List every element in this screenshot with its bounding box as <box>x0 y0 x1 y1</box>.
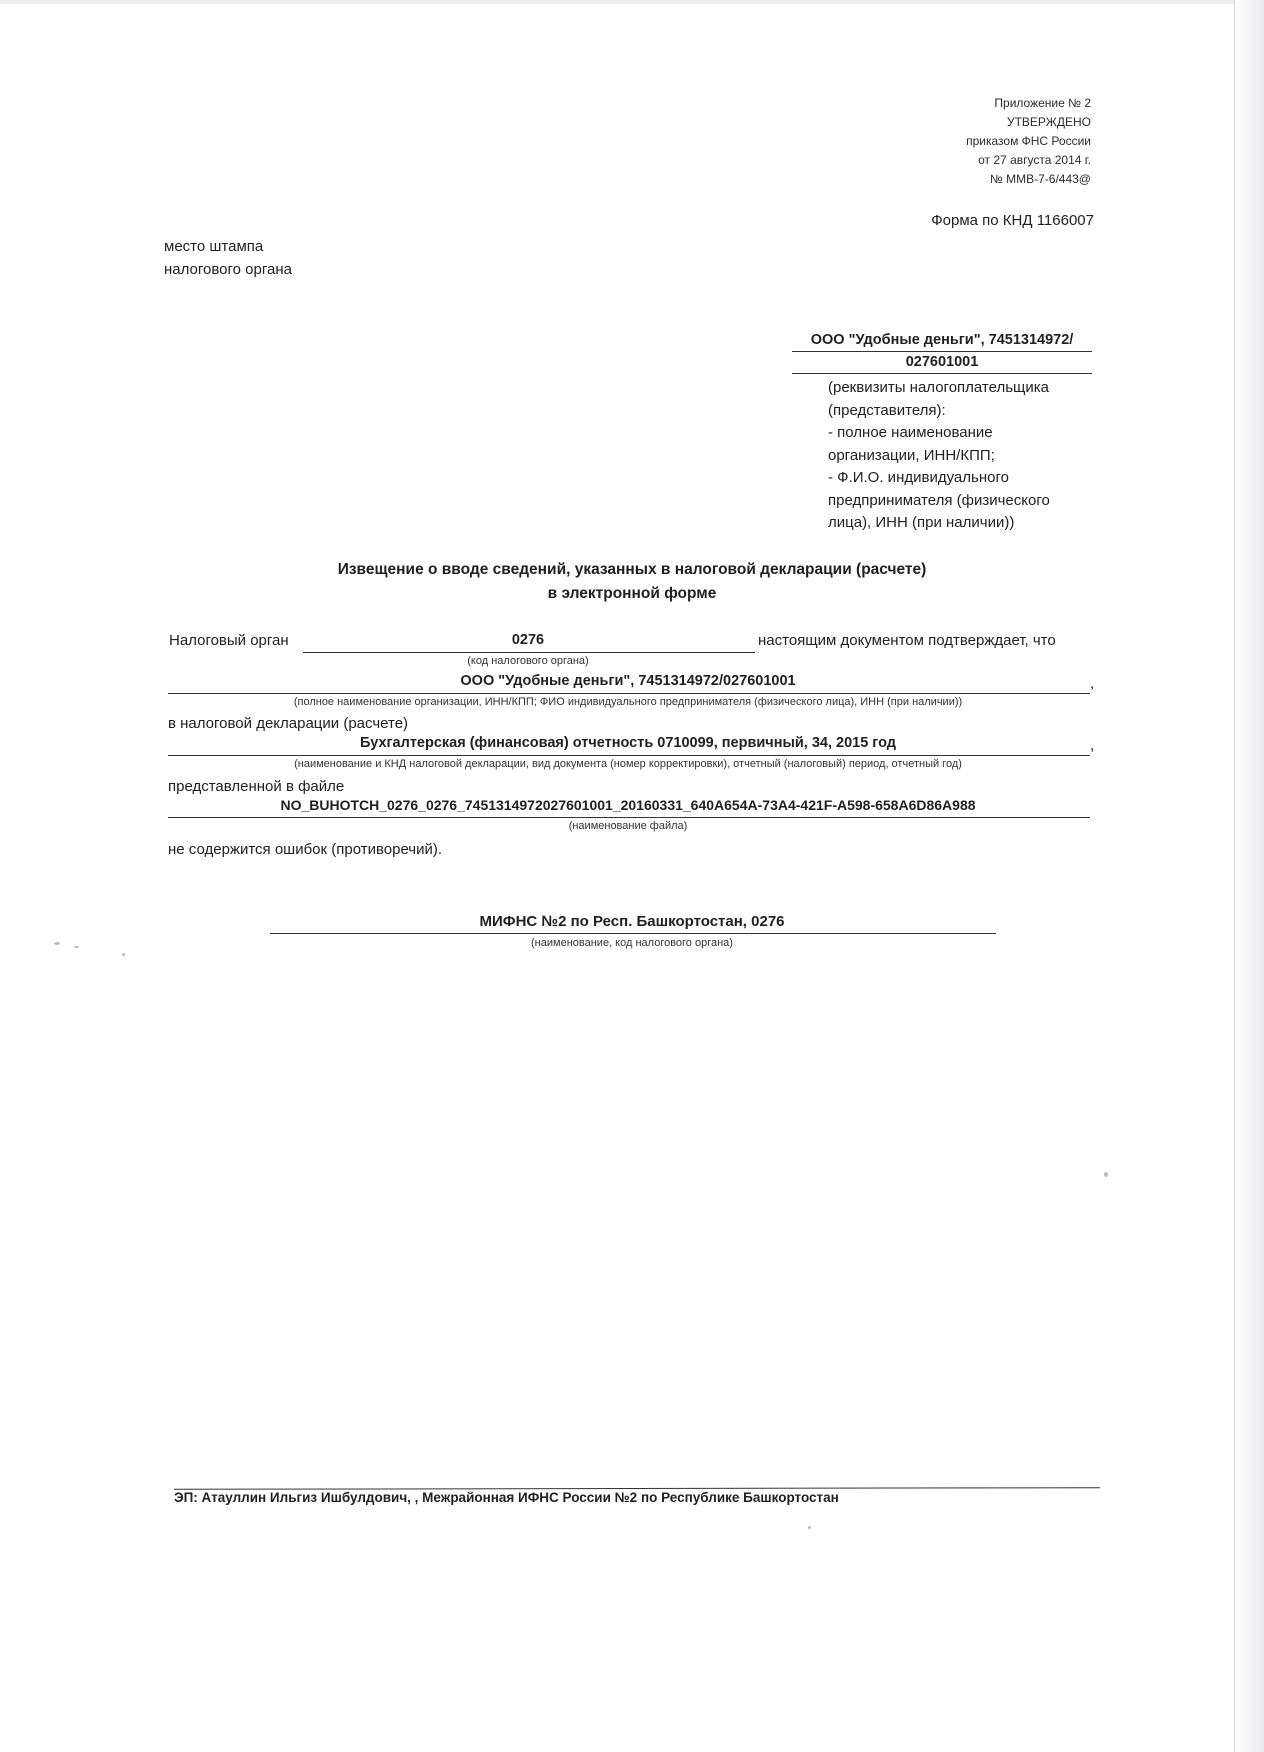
appendix-number: Приложение № 2 <box>994 96 1091 110</box>
stamp-place-line: место штампа <box>164 238 264 255</box>
conclusion-text: не содержится ошибок (противоречий). <box>168 841 443 858</box>
taxpayer-line-1: ООО "Удобные деньги", 7451314972/ <box>792 330 1092 352</box>
code-caption: (код налогового органа) <box>467 655 589 667</box>
scan-speck <box>808 1526 811 1529</box>
authority-name: МИФНС №2 по Респ. Башкортостан, 0276 <box>479 913 785 930</box>
organization-value: ООО "Удобные деньги", 7451314972/027601001 <box>460 673 796 689</box>
scan-speck <box>122 953 125 956</box>
declaration-label: в налоговой декларации (расчете) <box>168 715 409 732</box>
document-title-line: в электронной форме <box>547 585 717 602</box>
scan-speck <box>74 946 79 948</box>
taxpayer-block <box>792 330 1092 535</box>
approval-number: № ММВ-7-6/443@ <box>989 172 1091 186</box>
file-name-underline <box>168 817 1090 818</box>
tax-authority-code: 0276 <box>511 632 545 648</box>
taxpayer-help-line: организации, ИНН/КПП; <box>828 446 995 464</box>
authority-caption: (наименование, код налогового органа) <box>531 937 733 949</box>
stamp-place-line: налогового органа <box>164 261 292 278</box>
form-code: Форма по КНД 1166007 <box>931 212 1094 229</box>
declaration-caption: (наименование и КНД налоговой декларации, вид документа (номер корректировки), отчетный (налоговый) период, отчетный год) <box>294 758 962 770</box>
taxpayer-help-line: - полное наименование <box>828 424 993 441</box>
tax-authority-underline <box>303 652 755 653</box>
scan-right-edge <box>1234 0 1264 1752</box>
taxpayer-help <box>828 377 1092 535</box>
document-title-line: Извещение о вводе сведений, указанных в налоговой декларации (расчете) <box>337 561 927 578</box>
file-name-value: NO_BUHOTCH_0276_0276_7451314972027601001_20160331_640A654A-73A4-421F-A598-658A6D86A988 <box>280 797 976 813</box>
file-caption: (наименование файла) <box>568 820 688 832</box>
organization-caption: (полное наименование организации, ИНН/КПП; ФИО индивидуального предпринимателя (физического лица), ИНН (при наличии)) <box>293 696 963 708</box>
file-label: представленной в файле <box>168 778 345 795</box>
authority-underline <box>270 933 996 934</box>
scan-speck <box>1104 1172 1108 1177</box>
scan-speck <box>54 942 60 945</box>
declaration-value: Бухгалтерская (финансовая) отчетность 0710099, первичный, 34, 2015 год <box>359 735 897 751</box>
taxpayer-help-line: лица), ИНН (при наличии)) <box>828 514 1015 531</box>
organization-comma: , <box>1090 675 1095 692</box>
electronic-signature: ЭП: Атауллин Ильгиз Ишбулдович, , Межрайонная ИФНС России №2 по Республике Башкортостан <box>174 1490 839 1505</box>
approved-label: УТВЕРЖДЕНО <box>1006 115 1091 129</box>
confirms-text: настоящим документом подтверждает, что <box>758 632 1056 649</box>
taxpayer-help-line: предпринимателя (физического <box>828 491 1050 509</box>
taxpayer-help-line: (представителя): <box>828 401 946 419</box>
taxpayer-help-line: (реквизиты налогоплательщика <box>828 379 1049 396</box>
approval-date: от 27 августа 2014 г. <box>978 153 1091 167</box>
stamp-place <box>164 235 292 281</box>
approval-order: приказом ФНС России <box>966 134 1091 148</box>
taxpayer-help-line: - Ф.И.О. индивидуального <box>828 469 1009 486</box>
taxpayer-line-2: 027601001 <box>792 352 1092 374</box>
organization-underline <box>168 693 1090 694</box>
scan-top-edge <box>0 0 1234 4</box>
approval-block <box>966 94 1091 189</box>
tax-authority-label: Налоговый орган <box>169 632 289 649</box>
document-title <box>0 558 1264 606</box>
declaration-comma: , <box>1090 737 1095 754</box>
scan-page-edge <box>1234 0 1235 1752</box>
declaration-underline <box>168 755 1090 756</box>
